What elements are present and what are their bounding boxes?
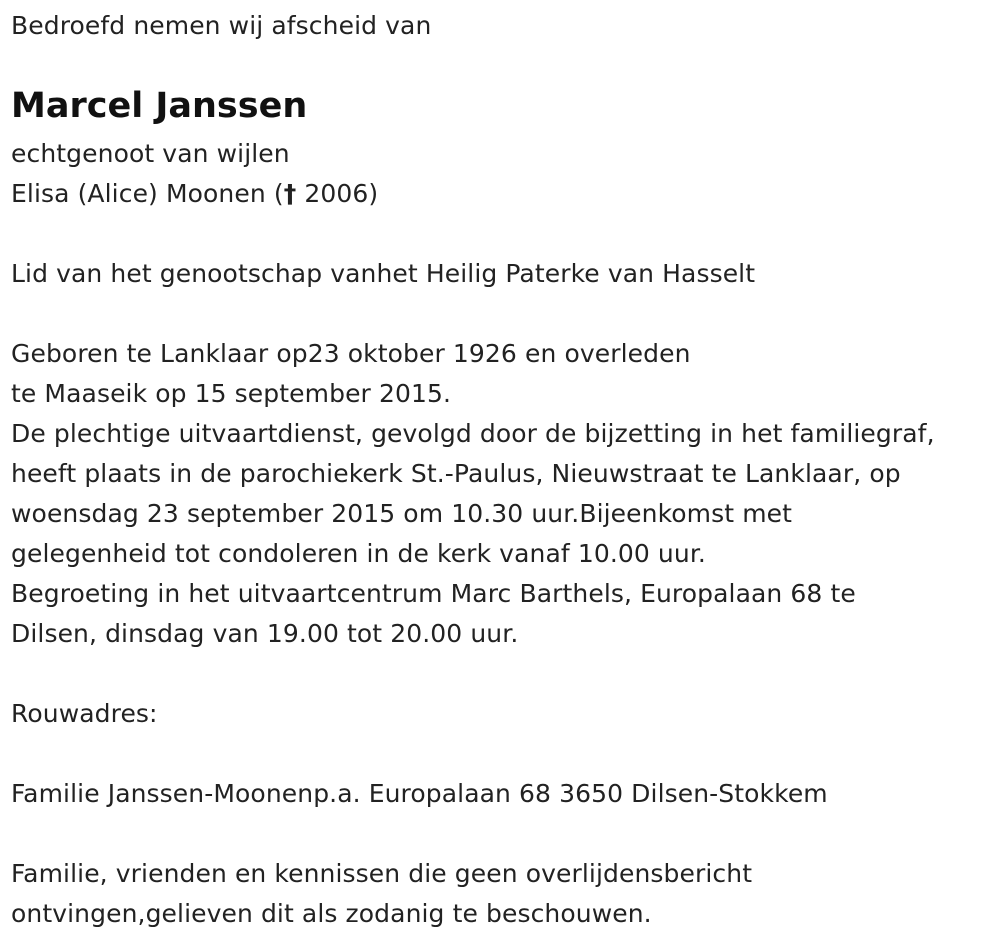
details-line: heeft plaats in de parochiekerk St.-Paulus, Nieuwstraat te Lanklaar, op xyxy=(11,459,901,488)
deceased-name: Marcel Janssen xyxy=(11,86,308,126)
spacer xyxy=(11,734,996,774)
details-line: De plechtige uitvaartdienst, gevolgd door de bijzetting in het familiegraf, xyxy=(11,419,935,448)
intro-text: Bedroefd nemen wij afscheid van xyxy=(11,11,432,40)
closing-line: Familie, vrienden en kennissen die geen overlijdensbericht xyxy=(11,859,753,888)
details-line: te Maaseik op 15 september 2015. xyxy=(11,379,452,408)
death-notice xyxy=(11,6,996,934)
spouse-line-1: echtgenoot van wijlen xyxy=(11,139,290,168)
spouse-death-year: 2006) xyxy=(296,179,379,208)
membership-text: Lid van het genootschap vanhet Heilig Paterke van Hasselt xyxy=(11,259,756,288)
cross-icon: † xyxy=(283,179,297,208)
spacer xyxy=(11,294,996,334)
spacer xyxy=(11,814,996,854)
details-line: Dilsen, dinsdag van 19.00 tot 20.00 uur. xyxy=(11,619,519,648)
details-line: Begroeting in het uitvaartcentrum Marc Barthels, Europalaan 68 te xyxy=(11,579,856,608)
details-line: gelegenheid tot condoleren in de kerk vanaf 10.00 uur. xyxy=(11,539,706,568)
mourning-address: Familie Janssen-Moonenp.a. Europalaan 68 3650 Dilsen-Stokkem xyxy=(11,779,828,808)
spacer xyxy=(11,214,996,254)
mourning-address-label: Rouwadres: xyxy=(11,699,158,728)
details-line: woensdag 23 september 2015 om 10.30 uur.Bijeenkomst met xyxy=(11,499,793,528)
details-line: Geboren te Lanklaar op23 oktober 1926 en overleden xyxy=(11,339,691,368)
closing-line: ontvingen,gelieven dit als zodanig te beschouwen. xyxy=(11,899,652,928)
spacer xyxy=(11,654,996,694)
spouse-name: Elisa (Alice) Moonen ( xyxy=(11,179,284,208)
spouse-line-2 xyxy=(11,174,996,214)
